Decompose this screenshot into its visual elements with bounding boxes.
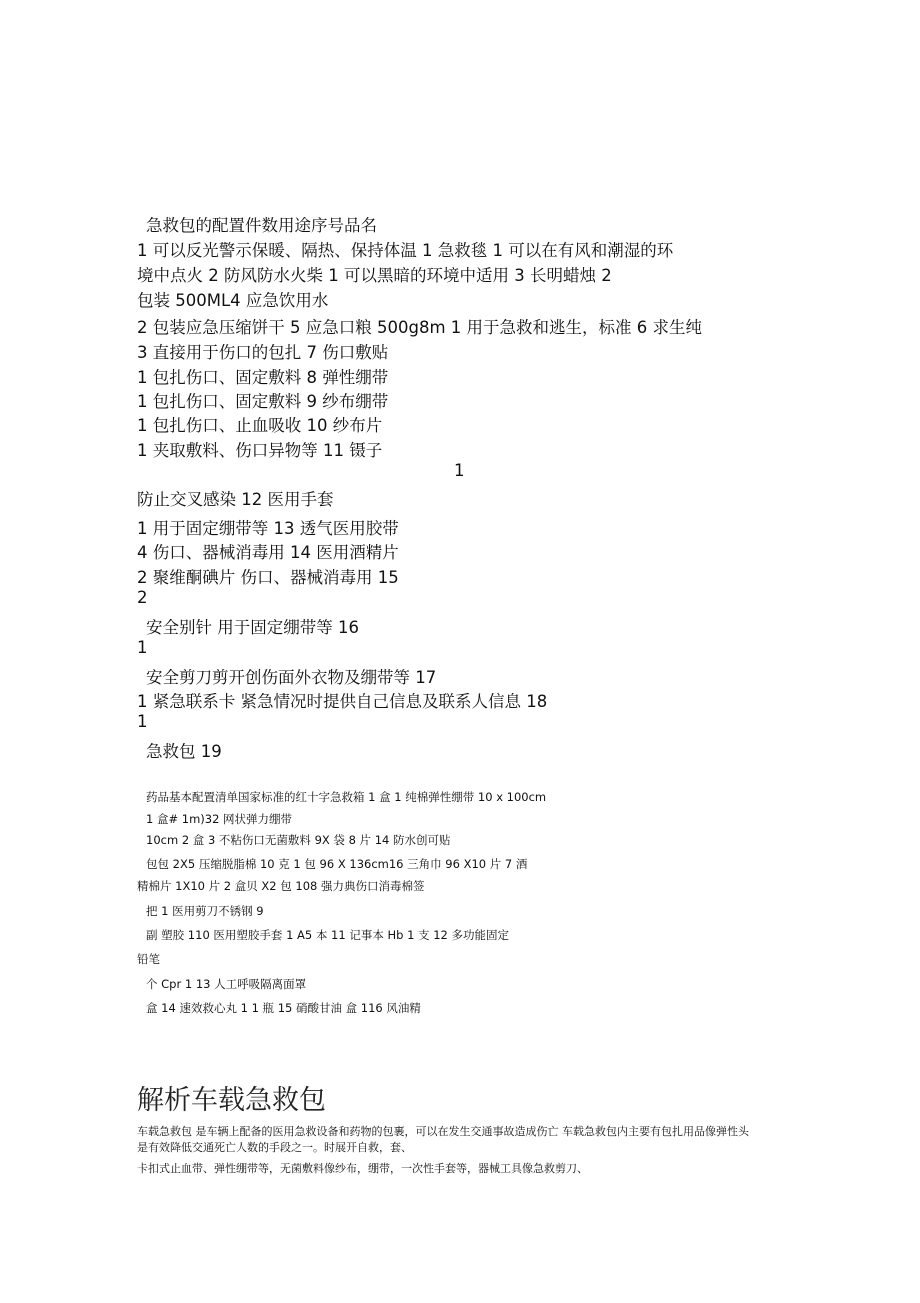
list-line: 2 包装应急压缩饼干 5 应急口粮 500g8m 1 用于急救和逃生，标准 6 求生纯 — [137, 318, 702, 337]
section-heading: 解析车载急救包 — [137, 1085, 326, 1116]
list-line: 1 — [137, 638, 148, 657]
medicine-line: 把 1 医用剪刀不锈钢 9 — [146, 904, 264, 918]
paragraph-line: 车载急救包 是车辆上配备的医用急救设备和药物的包裹，可以在发生交通事故造成伤亡 车载急救包内主要有包扎用品像弹性头 — [137, 1125, 749, 1138]
list-line: 2 — [137, 588, 148, 607]
medicine-line: 1 盒# 1m)32 网状弹力绷带 — [146, 812, 293, 826]
medicine-line: 10cm 2 盒 3 不粘伤口无菌敷料 9X 袋 8 片 14 防水创可贴 — [146, 833, 451, 847]
list-line: 急救包 19 — [146, 742, 222, 761]
list-line: 1 包扎伤口、止血吸收 10 纱布片 — [137, 416, 383, 435]
list-line: 1 用于固定绷带等 13 透气医用胶带 — [137, 519, 399, 538]
list-line: 4 伤口、器械消毒用 14 医用酒精片 — [137, 543, 399, 562]
list-line: 2 聚维酮碘片 伤口、器械消毒用 15 — [137, 568, 399, 587]
list-line: 安全别针 用于固定绷带等 16 — [146, 618, 359, 637]
medicine-line: 个 Cpr 1 13 人工呼吸隔离面罩 — [146, 977, 307, 991]
list-line: 1 — [454, 461, 465, 480]
list-line: 1 包扎伤口、固定敷料 8 弹性绷带 — [137, 368, 389, 387]
list-line: 急救包的配置件数用途序号品名 — [146, 216, 377, 235]
list-line: 1 夹取敷料、伤口异物等 11 镊子 — [137, 441, 383, 460]
list-line: 境中点火 2 防风防水火柴 1 可以黑暗的环境中适用 3 长明蜡烛 2 — [137, 266, 612, 285]
medicine-line: 盒 14 速效救心丸 1 1 瓶 15 硝酸甘油 盒 116 风油精 — [146, 1001, 421, 1015]
list-line: 1 可以反光警示保暖、隔热、保持体温 1 急救毯 1 可以在有风和潮湿的环 — [137, 241, 674, 260]
list-line: 1 包扎伤口、固定敷料 9 纱布绷带 — [137, 392, 389, 411]
medicine-line: 精棉片 1X10 片 2 盒贝 X2 包 108 强力典伤口消毒棉签 — [137, 879, 425, 893]
list-line: 3 直接用于伤口的包扎 7 伤口敷贴 — [137, 343, 389, 362]
medicine-line: 副 塑胶 110 医用塑胶手套 1 A5 本 11 记事本 Hb 1 支 12 多功能固定 — [146, 928, 510, 942]
list-line: 防止交叉感染 12 医用手套 — [137, 490, 334, 509]
list-line: 1 紧急联系卡 紧急情况时提供自己信息及联系人信息 18 — [137, 692, 548, 711]
paragraph-line: 是有效降低交通死亡人数的手段之一。时展开自救，套、 — [137, 1141, 412, 1154]
medicine-line: 铅笔 — [137, 952, 160, 966]
list-line: 1 — [137, 712, 148, 731]
medicine-line: 包包 2X5 压缩脱脂棉 10 克 1 包 96 X 136cm16 三角巾 96 X10 片 7 酒 — [146, 857, 528, 871]
paragraph-line: 卡扣式止血带、弹性绷带等，无菌敷料像纱布，绷带，一次性手套等，器械工具像急救剪刀、 — [137, 1162, 588, 1175]
medicine-line: 药品基本配置清单国家标准的红十字急救箱 1 盒 1 纯棉弹性绷带 10 x 100cm — [146, 790, 547, 804]
list-line: 包装 500ML4 应急饮用水 — [137, 291, 329, 310]
list-line: 安全剪刀剪开创伤面外衣物及绷带等 17 — [146, 668, 437, 687]
